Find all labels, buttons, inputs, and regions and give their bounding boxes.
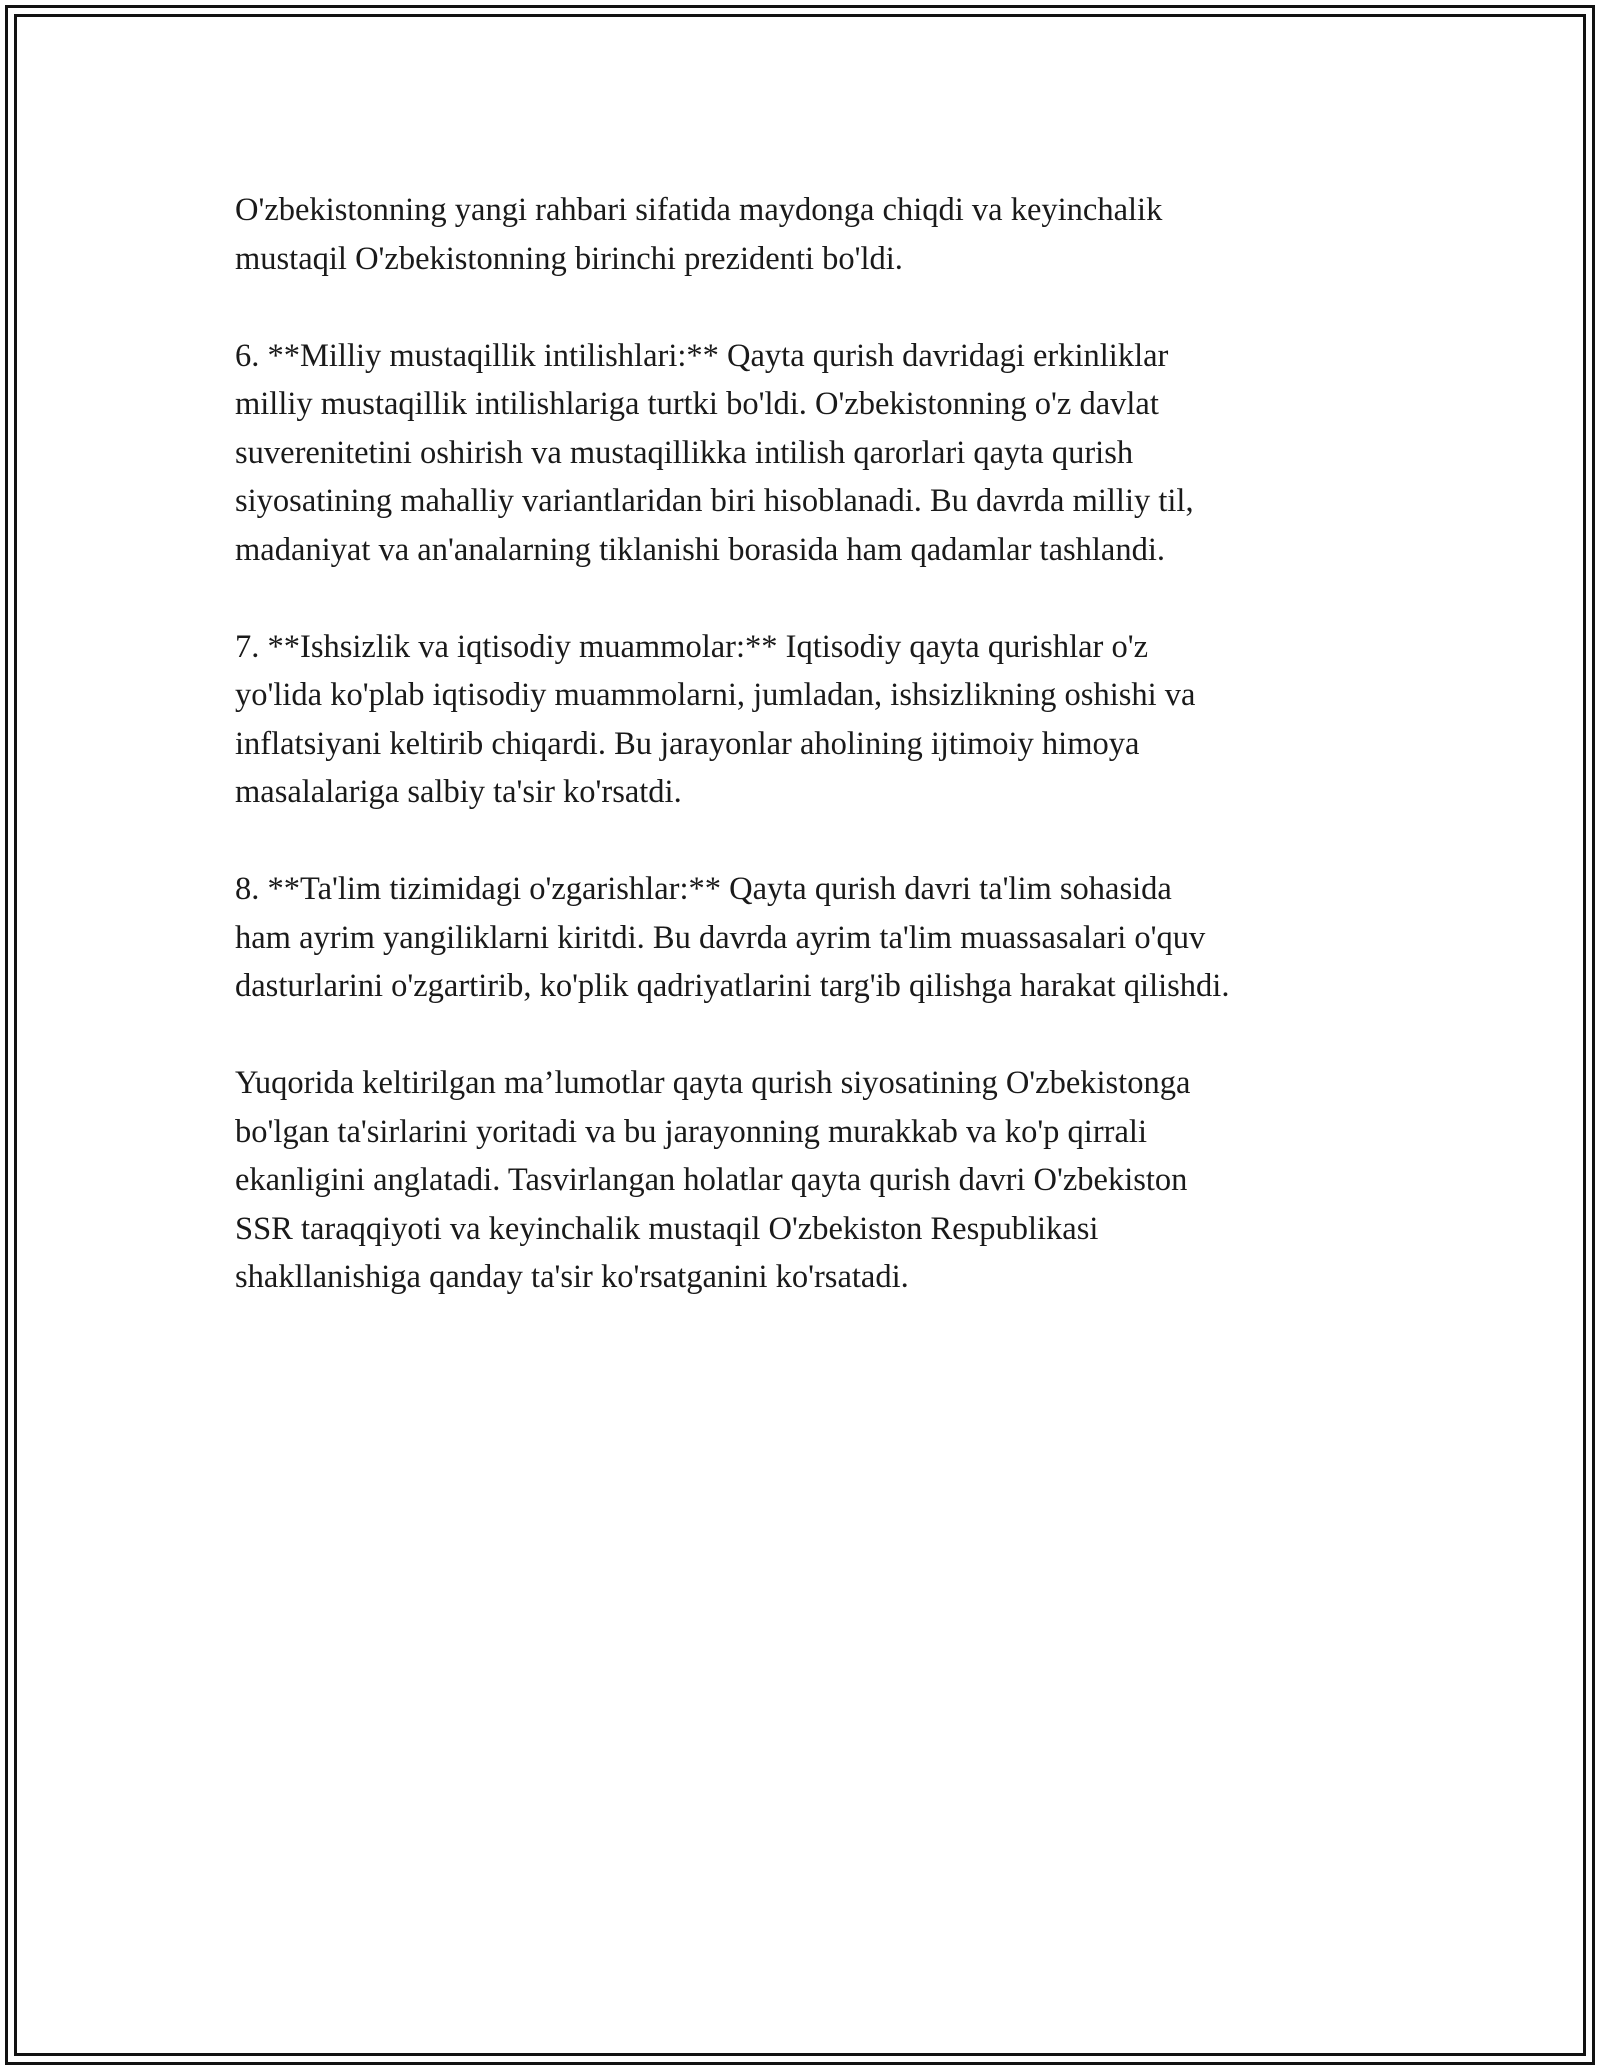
- paragraph-continuation: O'zbekistonning yangi rahbari sifatida maydonga chiqdi va keyinchalik mustaqil O'zbekistonning birinchi prezidenti bo'ldi.: [235, 192, 1163, 277]
- paragraph-item-7: 7. **Ishsizlik va iqtisodiy muammolar:** Iqtisodiy qayta qurishlar o'z yo'lida ko'plab iqtisodiy muammolarni, jumladan, ishsizlikning oshishi va inflatsiyani keltirib chiqardi. Bu jarayonlar aholining ijtimoiy himoya masalalariga salbiy ta'sir ko'rsatdi.: [235, 628, 1196, 810]
- document-body: [235, 186, 1385, 1350]
- paragraph-conclusion: Yuqorida keltirilgan ma’lumotlar qayta qurish siyosatining O'zbekistonga bo'lgan ta'sirlarini yoritadi va bu jarayonning murakkab va ko'p qirrali ekanligini anglatadi. Tasvirlangan holatlar qayta qurish davri O'zbekiston SSR taraqqiyoti va keyinchalik mustaqil O'zbekiston Respublikasi shakllanishiga qanday ta'sir ko'rsatganini ko'rsatadi.: [235, 1065, 1191, 1295]
- paragraph-item-6: 6. **Milliy mustaqillik intilishlari:** Qayta qurish davridagi erkinliklar milliy mustaqillik intilishlariga turtki bo'ldi. O'zbekistonning o'z davlat suverenitetini oshirish va mustaqillikka intilish qarorlari qayta qurish siyosatining mahalliy variantlaridan biri hisoblanadi. Bu davrda milliy til, madaniyat va an'analarning tiklanishi borasida ham qadamlar tashlandi.: [235, 337, 1194, 568]
- paragraph-item-8: 8. **Ta'lim tizimidagi o'zgarishlar:** Qayta qurish davri ta'lim sohasida ham ayrim yangiliklarni kiritdi. Bu davrda ayrim ta'lim muassasalari o'quv dasturlarini o'zgartirib, ko'plik qadriyatlarini targ'ib qilishga harakat qilishdi.: [235, 871, 1230, 1004]
